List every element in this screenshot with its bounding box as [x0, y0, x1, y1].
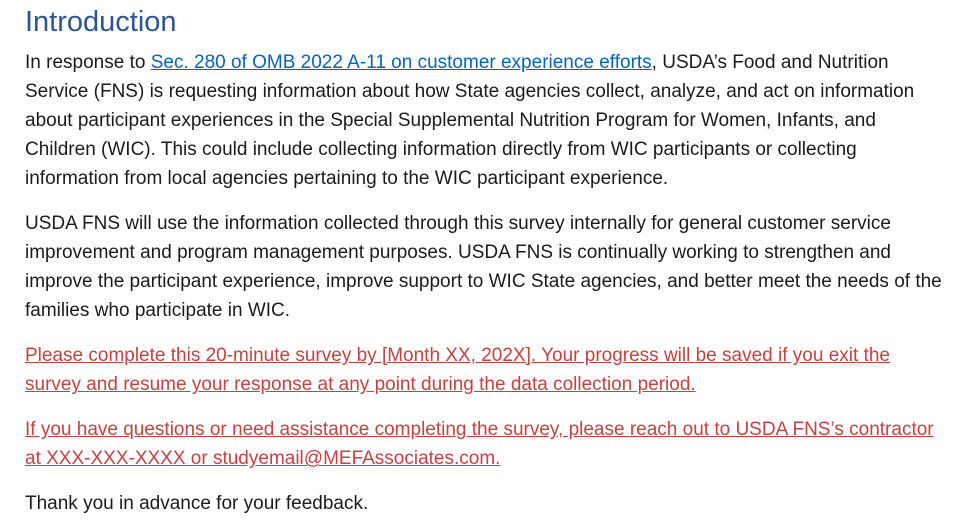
omb-a11-hyperlink[interactable]: Sec. 280 of OMB 2022 A-11 on customer experience efforts — [150, 52, 652, 74]
intro-paragraph-2: USDA FNS will use the information collected through this survey internally for general customer service improvement and program management purposes. USDA FNS is continually working to strengthen and improve the participant experience, improve support to WIC State agencies, and better meet the needs of the families who participate in WIC. — [25, 213, 942, 322]
page-title: Introduction — [25, 6, 177, 38]
thank-you-text: Thank you in advance for your feedback. — [25, 493, 369, 515]
intro-paragraph-1 — [25, 48, 945, 193]
intro-paragraph-1-prefix: In response to — [25, 52, 151, 74]
survey-deadline-notice: Please complete this 20-minute survey by [Month XX, 202X]. Your progress will be saved if you exit the survey and resume your response at any point during the data collection period. — [25, 345, 890, 396]
intro-paragraph-1-suffix: , USDA’s Food and Nutrition Service (FNS) is requesting information about how State agencies collect, analyze, and act on information about participant experiences in the Special Supplemental Nutrition Program for Women, Infants, and Children (WIC). This could include collecting information directly from WIC participants or collecting information from local agencies pertaining to the WIC participant experience. — [25, 52, 915, 190]
assistance-contact-notice: If you have questions or need assistance completing the survey, please reach out to USDA FNS’s contractor at XXX-XXX-XXXX or studyemail@MEFAssociates.com. — [25, 419, 934, 470]
